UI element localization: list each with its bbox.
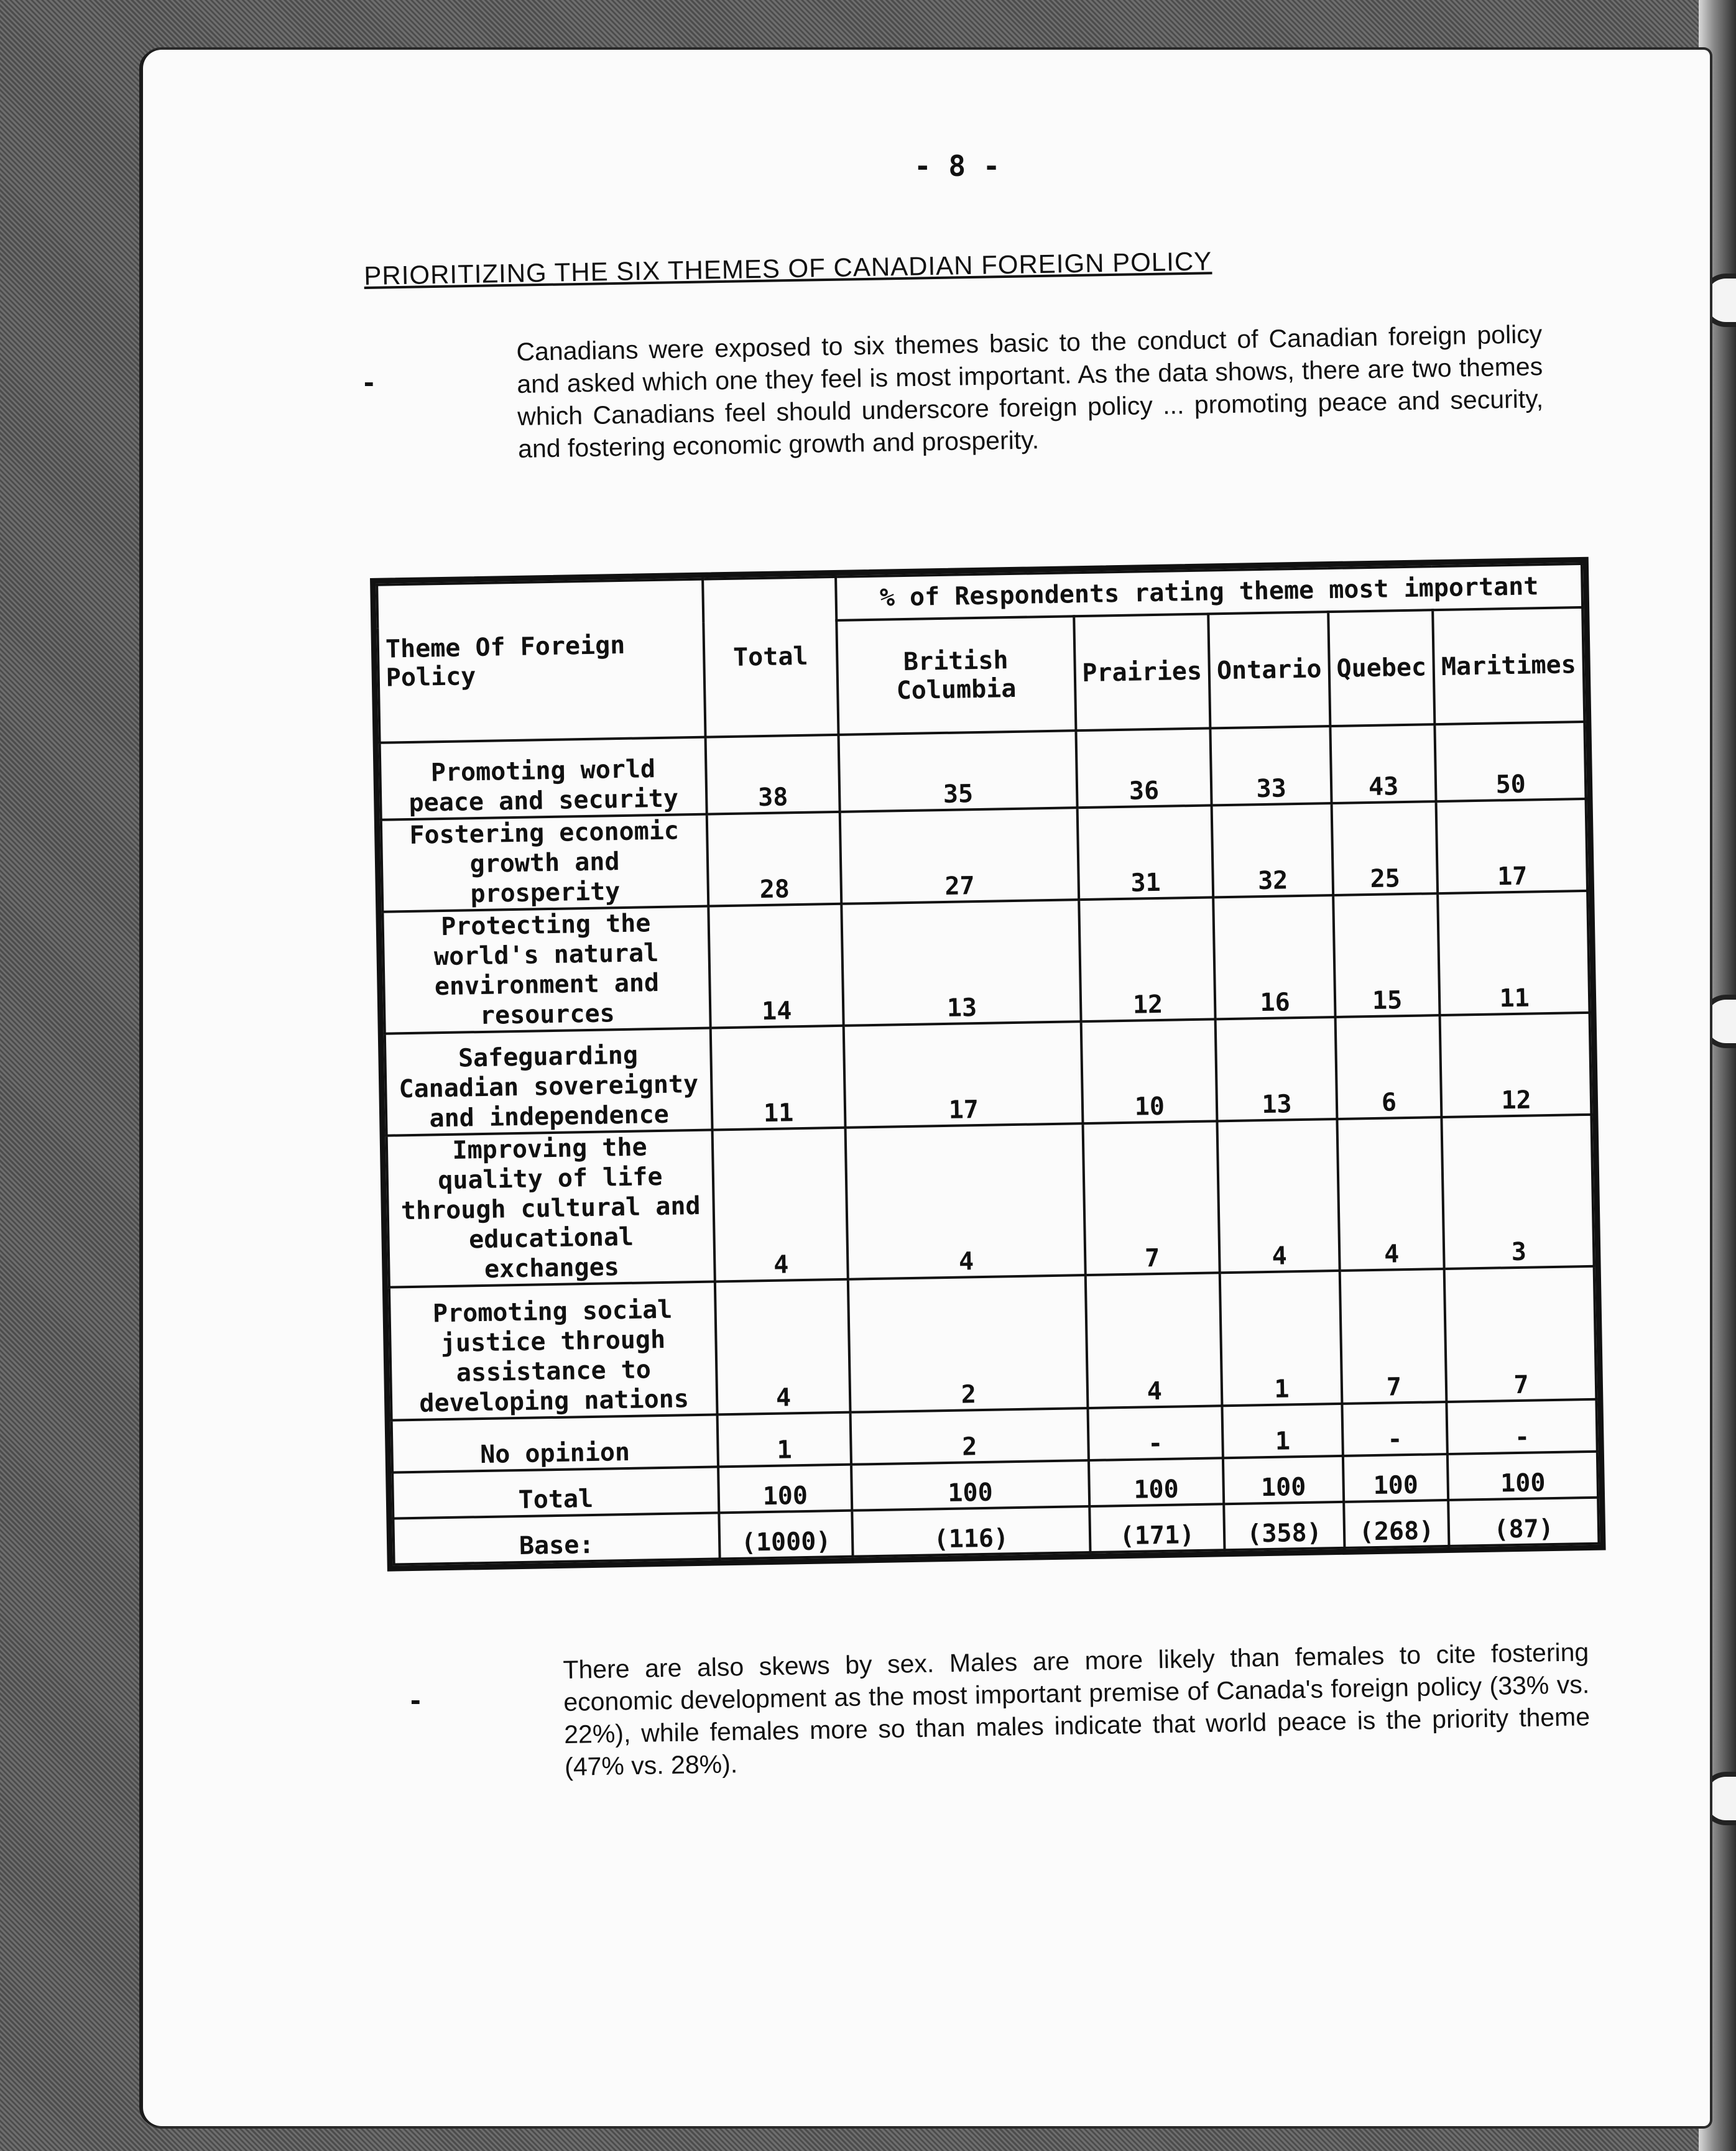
results-table [370, 557, 1606, 1572]
value-cell: 33 [1211, 726, 1332, 805]
value-cell: - [1342, 1402, 1447, 1456]
value-cell: - [1447, 1399, 1597, 1454]
region-header: Maritimes [1433, 607, 1584, 724]
base-label: Base: [393, 1513, 719, 1564]
theme-cell: No opinion [392, 1414, 718, 1472]
value-cell: 36 [1076, 728, 1212, 808]
page-number: - 8 - [914, 149, 1000, 183]
region-header: Quebec [1328, 610, 1435, 726]
table-row [389, 1266, 1596, 1421]
value-cell: 25 [1331, 801, 1438, 895]
value-cell: 10 [1081, 1019, 1217, 1123]
value-cell: 1 [718, 1412, 851, 1467]
value-cell: 15 [1333, 893, 1440, 1017]
value-cell: 3 [1442, 1115, 1594, 1269]
value-cell: 50 [1435, 722, 1586, 801]
value-cell: 2 [851, 1408, 1089, 1465]
value-cell: 4 [1085, 1273, 1222, 1408]
table-row [387, 1115, 1594, 1287]
section-heading: PRIORITIZING THE SIX THEMES OF CANADIAN FOREIGN POLICY [364, 246, 1212, 290]
theme-cell: Promoting social justice through assistance to developing nations [389, 1281, 718, 1420]
value-cell: 11 [1438, 891, 1589, 1015]
table-row [382, 891, 1589, 1034]
total-cell: 100 [1223, 1456, 1344, 1504]
closing-paragraph: There are also skews by sex. Males are more likely than females to cite fostering economic development as the most important premise of Canada's foreign policy (33% vs. 22%), while females more so than males indicate that world peace is the priority theme (47% vs. 28%). [563, 1637, 1591, 1781]
total-column-header: Total [703, 577, 838, 737]
value-cell: 4 [846, 1123, 1086, 1279]
value-cell: 7 [1339, 1269, 1446, 1404]
base-cell: (171) [1089, 1504, 1225, 1552]
value-cell: 4 [715, 1279, 851, 1415]
value-cell: 1 [1222, 1404, 1343, 1458]
theme-cell: Protecting the world's natural environment and resources [382, 906, 710, 1034]
value-cell: 12 [1079, 897, 1216, 1021]
value-cell: 7 [1083, 1121, 1220, 1275]
value-cell: 2 [848, 1275, 1087, 1412]
theme-cell: Promoting world peace and security [380, 737, 707, 820]
total-cell: 100 [1343, 1454, 1449, 1502]
theme-cell: Safeguarding Canadian sovereignty and independence [385, 1028, 713, 1136]
value-cell: 16 [1213, 895, 1335, 1019]
region-header: Prairies [1074, 614, 1211, 730]
value-cell: 7 [1444, 1266, 1596, 1402]
intro-paragraph: Canadians were exposed to six themes basic to the conduct of Canadian foreign policy and asked which one they feel is most important. As the data shows, there are two themes which Canadians feel should underscore foreign policy ... promoting peace and security, and fostering economic growth and prosperity. [516, 320, 1544, 463]
value-cell: 13 [841, 900, 1081, 1026]
value-cell: 31 [1077, 805, 1213, 900]
value-cell: 13 [1216, 1017, 1337, 1121]
group-header: % of Respondents rating theme most important [836, 564, 1582, 620]
total-cell: 100 [851, 1460, 1089, 1511]
base-cell: (116) [852, 1506, 1090, 1557]
value-cell: 27 [840, 808, 1079, 904]
theme-cell: Fostering economic growth and prosperity [381, 814, 709, 912]
total-cell: 100 [718, 1465, 852, 1513]
value-cell: 38 [706, 735, 840, 814]
theme-cell: Improving the quality of life through cultural and educational exchanges [387, 1130, 715, 1287]
value-cell: 11 [711, 1026, 846, 1130]
value-cell: 14 [708, 904, 843, 1028]
value-cell: 32 [1212, 803, 1333, 897]
total-label: Total [392, 1467, 719, 1518]
bullet-marker: - [364, 364, 374, 399]
base-cell: (268) [1344, 1500, 1449, 1548]
value-cell: 4 [1217, 1119, 1340, 1273]
total-cell: 100 [1088, 1458, 1224, 1506]
total-cell: 100 [1447, 1452, 1598, 1500]
value-cell: - [1087, 1406, 1223, 1460]
value-cell: 17 [844, 1021, 1083, 1128]
value-cell: 4 [713, 1128, 848, 1282]
base-cell: (1000) [719, 1511, 852, 1559]
bullet-marker: - [410, 1682, 421, 1717]
value-cell: 6 [1335, 1015, 1441, 1119]
value-cell: 4 [1337, 1117, 1444, 1271]
value-cell: 12 [1440, 1013, 1592, 1117]
base-cell: (87) [1448, 1498, 1599, 1546]
region-header: Ontario [1208, 612, 1330, 728]
value-cell: 17 [1436, 799, 1587, 893]
value-cell: 1 [1220, 1271, 1342, 1406]
value-cell: 28 [707, 812, 842, 906]
value-cell: 35 [839, 730, 1078, 812]
region-header: British Columbia [836, 616, 1076, 735]
value-cell: 43 [1330, 724, 1436, 803]
theme-column-header: Theme Of Foreign Policy [377, 579, 705, 743]
base-cell: (358) [1224, 1502, 1344, 1550]
